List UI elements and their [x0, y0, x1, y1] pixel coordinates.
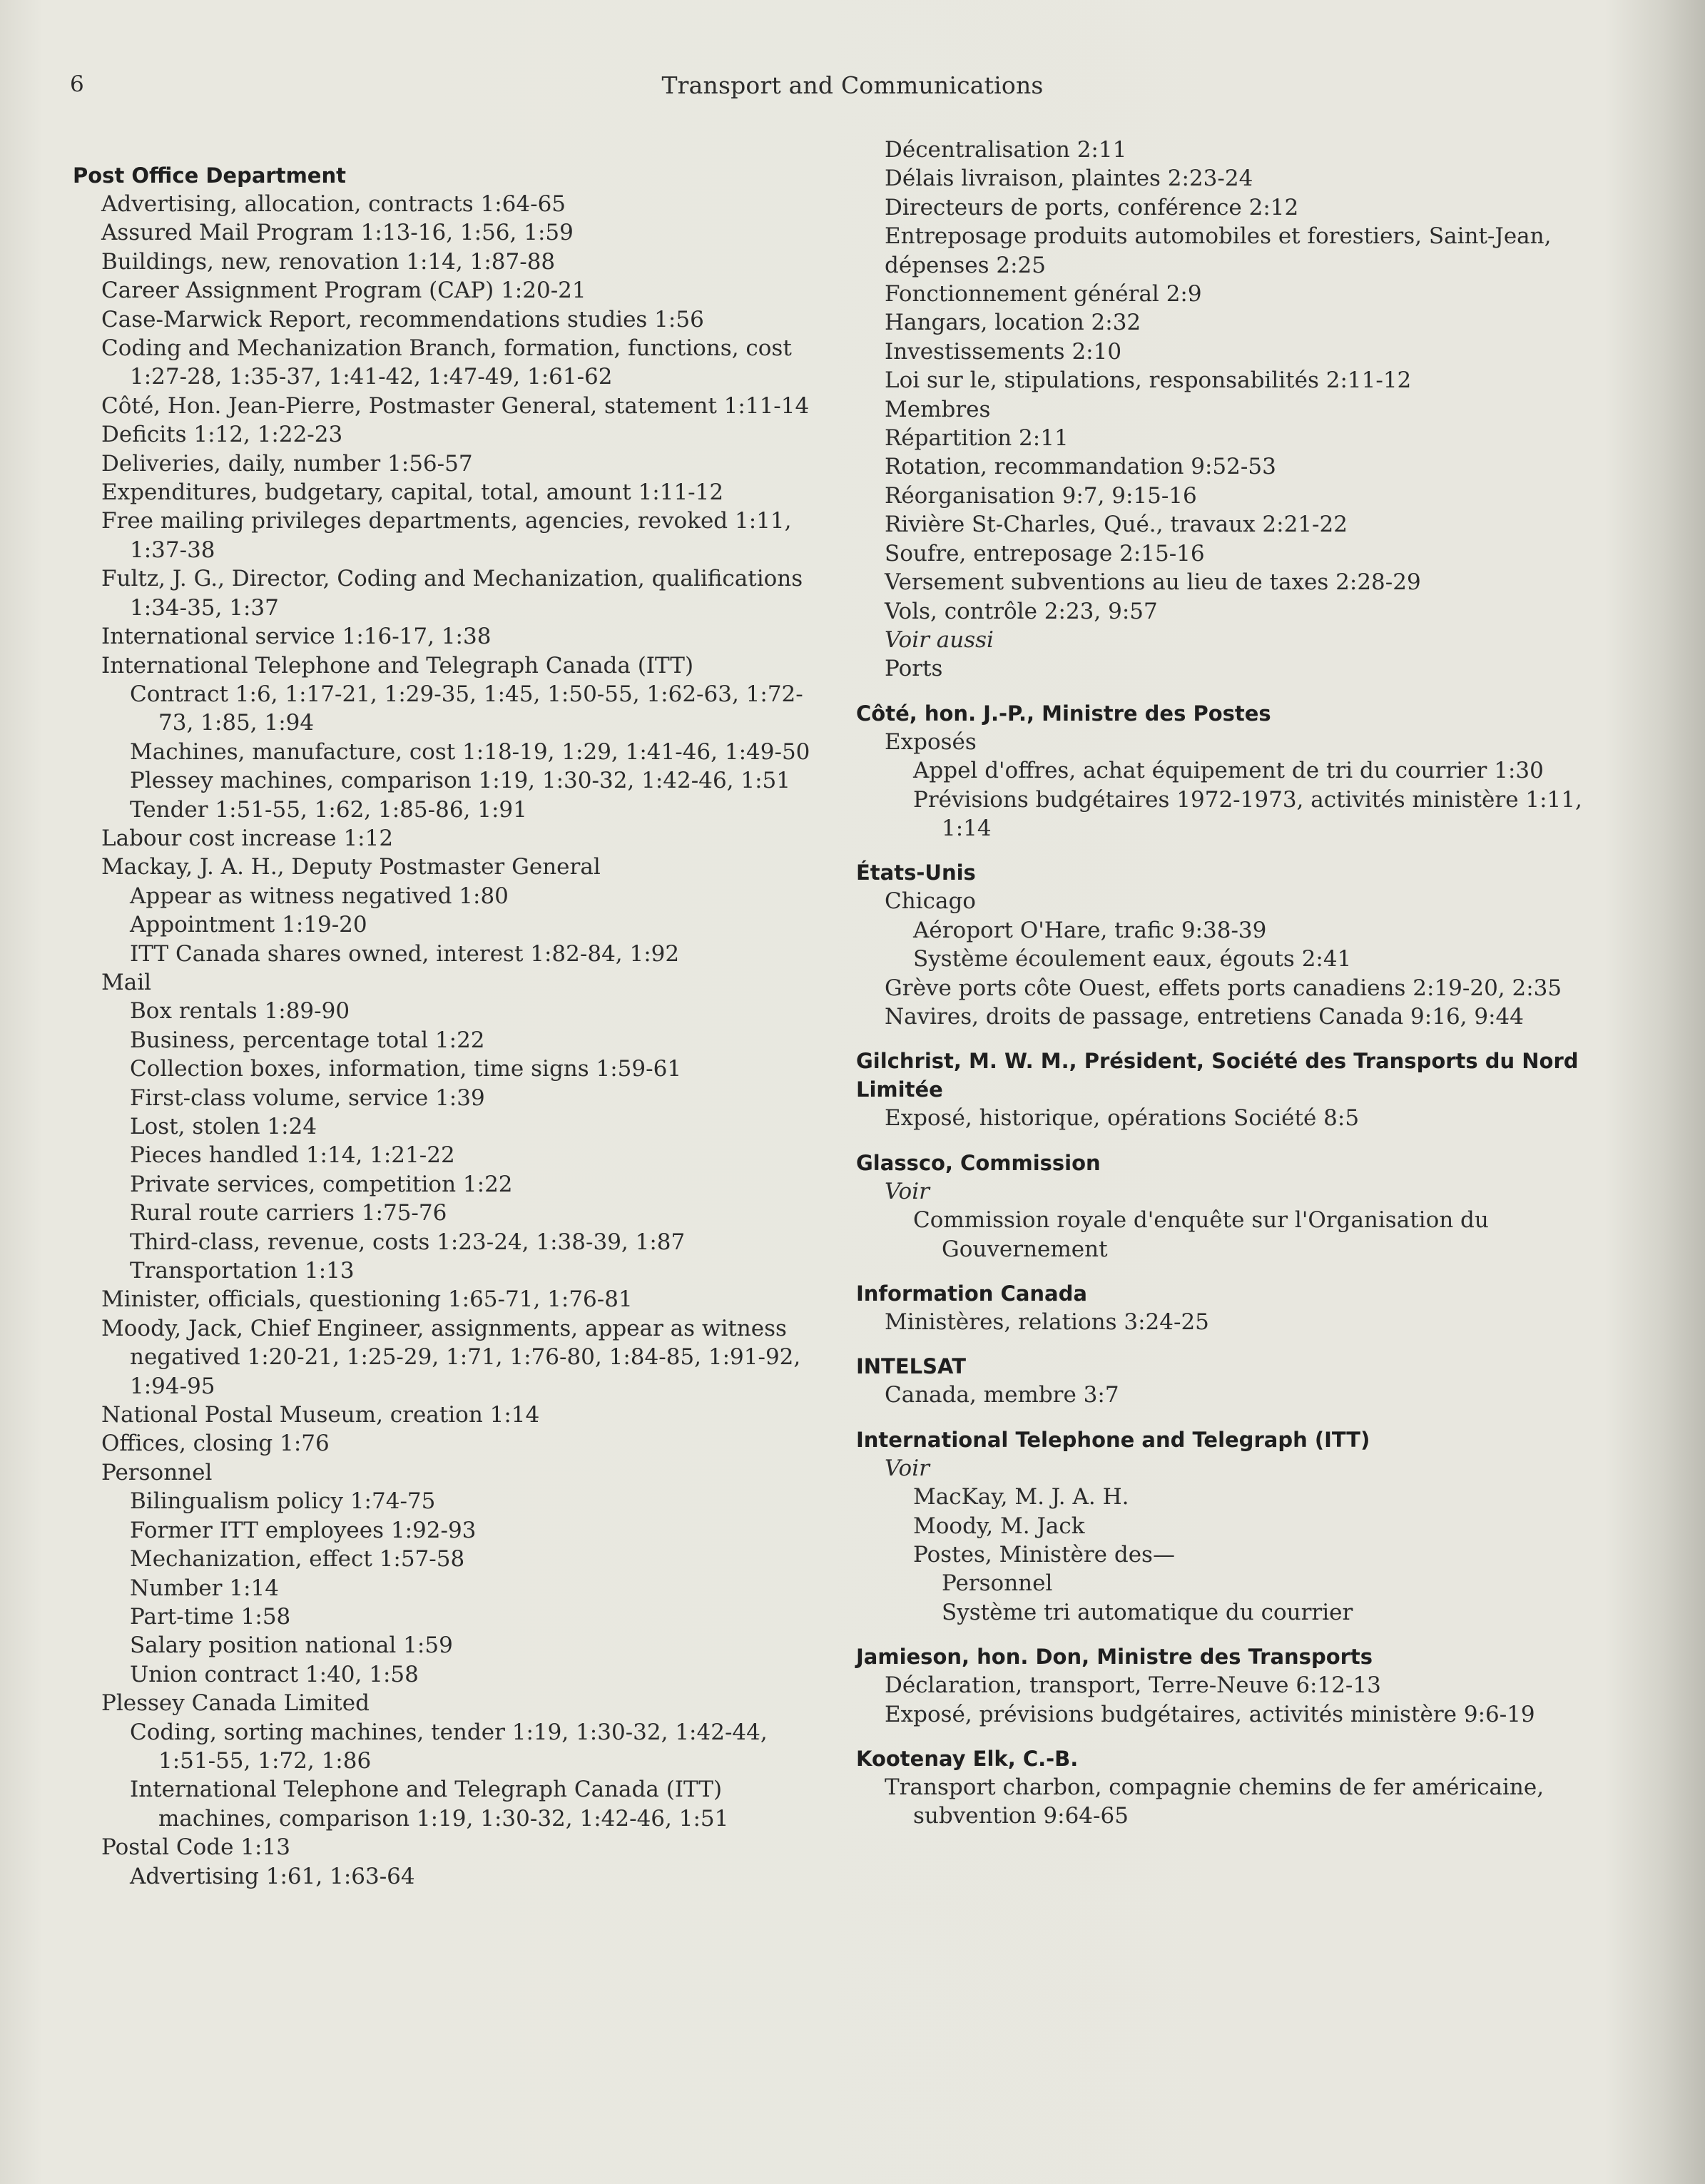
index-entry: Versement subventions au lieu de taxes 2:28-29 [885, 569, 1421, 596]
index-entry: Entreposage produits automobiles et forestiers, Saint-Jean, dépenses 2:25 [885, 223, 1552, 278]
index-entry: Contract 1:6, 1:17-21, 1:29-35, 1:45, 1:50-55, 1:62-63, 1:72-73, 1:85, 1:94 [130, 681, 803, 736]
index-entry: Répartition 2:11 [885, 425, 1069, 452]
index-entry: Number 1:14 [130, 1575, 279, 1601]
index-entry: Union contract 1:40, 1:58 [130, 1661, 419, 1687]
index-entry: Appointment 1:19-20 [130, 912, 367, 938]
index-entry: Labour cost increase 1:12 [101, 825, 394, 851]
index-entry: Décentralisation 2:11 [885, 137, 1127, 163]
index-entry: Vols, contrôle 2:23, 9:57 [885, 598, 1158, 624]
index-entry: Advertising 1:61, 1:63-64 [130, 1863, 415, 1889]
index-entry: Côté, Hon. Jean-Pierre, Postmaster General, statement 1:11-14 [101, 392, 810, 419]
index-entry: International service 1:16-17, 1:38 [101, 624, 492, 650]
page-header [0, 67, 1705, 110]
index-entry: Fultz, J. G., Director, Coding and Mechanization, qualifications 1:34-35, 1:37 [101, 566, 803, 621]
index-heading: International Telephone and Telegraph (ITT) [856, 1427, 1370, 1452]
index-entry: Réorganisation 9:7, 9:15-16 [885, 482, 1197, 509]
index-entry: First-class volume, service 1:39 [130, 1085, 485, 1111]
index-entry: Expenditures, budgetary, capital, total, amount 1:11-12 [101, 479, 724, 506]
index-entry: Ministères, relations 3:24-25 [885, 1309, 1209, 1335]
index-entry: MacKay, M. J. A. H. [913, 1484, 1129, 1510]
index-entry: Hangars, location 2:32 [885, 310, 1141, 336]
index-entry: Membres [885, 396, 991, 422]
index-heading: États-Unis [856, 860, 976, 885]
index-entry: Investissements 2:10 [885, 338, 1122, 365]
index-entry: Mackay, J. A. H., Deputy Postmaster General [101, 854, 601, 880]
index-heading: Gilchrist, M. W. M., Président, Société des Transports du Nord Limitée [856, 1049, 1579, 1102]
index-entry: National Postal Museum, creation 1:14 [101, 1402, 540, 1428]
index-entry: Prévisions budgétaires 1972-1973, activités ministère 1:11, 1:14 [913, 786, 1582, 841]
index-entry: Minister, officials, questioning 1:65-71, 1:76-81 [101, 1286, 633, 1313]
index-entry: Déclaration, transport, Terre-Neuve 6:12-13 [885, 1672, 1381, 1699]
index-entry: Career Assignment Program (CAP) 1:20-21 [101, 278, 586, 304]
index-entry: Appear as witness negatived 1:80 [130, 883, 509, 909]
index-entry: Soufre, entreposage 2:15-16 [885, 540, 1205, 567]
index-entry: Rural route carriers 1:75-76 [130, 1200, 447, 1226]
index-entry: Commission royale d'enquête sur l'Organisation du Gouvernement [913, 1207, 1489, 1262]
index-entry: Plessey Canada Limited [101, 1690, 370, 1717]
index-entry: Box rentals 1:89-90 [130, 998, 350, 1025]
index-entry: Transportation 1:13 [130, 1258, 355, 1284]
index-entry: Bilingualism policy 1:74-75 [130, 1488, 436, 1515]
index-entry: Transport charbon, compagnie chemins de fer américaine, subvention 9:64-65 [885, 1774, 1544, 1829]
index-entry: Collection boxes, information, time signs 1:59-61 [130, 1056, 682, 1082]
index-entry: Plessey machines, comparison 1:19, 1:30-32, 1:42-46, 1:51 [130, 768, 790, 794]
index-entry: Exposé, prévisions budgétaires, activités ministère 9:6-19 [885, 1701, 1535, 1727]
index-entry: Navires, droits de passage, entretiens Canada 9:16, 9:44 [885, 1003, 1524, 1030]
index-heading: Jamieson, hon. Don, Ministre des Transports [856, 1645, 1373, 1670]
index-entry: Chicago [885, 888, 976, 915]
index-entry: Personnel [101, 1459, 213, 1485]
index-entry: Mechanization, effect 1:57-58 [130, 1546, 465, 1573]
index-entry: Exposés [885, 728, 977, 755]
index-heading: INTELSAT [856, 1354, 966, 1379]
index-entry: Loi sur le, stipulations, responsabilités 2:11-12 [885, 367, 1412, 394]
index-entry: Voir [885, 1178, 930, 1204]
index-heading: Kootenay Elk, C.-B. [856, 1747, 1079, 1772]
index-entry: Moody, M. Jack [913, 1513, 1085, 1539]
index-entry: International Telephone and Telegraph Canada (ITT) [101, 652, 694, 679]
index-entry: Advertising, allocation, contracts 1:64-65 [101, 191, 566, 217]
index-entry: Voir aussi [885, 626, 994, 653]
index-entry: Salary position national 1:59 [130, 1632, 453, 1659]
index-entry: Système tri automatique du courrier [942, 1599, 1353, 1625]
running-title: Transport and Communications [661, 71, 1044, 99]
index-column-left [73, 136, 829, 1891]
index-entry: Personnel [942, 1570, 1053, 1597]
index-entry: Rivière St-Charles, Qué., travaux 2:21-22 [885, 512, 1348, 538]
index-entry: Moody, Jack, Chief Engineer, assignments, appear as witness negatived 1:20-21, 1:25-29, 1:71, 1:76-80, 1:84-85, 1:91-92, 1:94-95 [101, 1315, 801, 1399]
index-entry: Coding, sorting machines, tender 1:19, 1:30-32, 1:42-44, 1:51-55, 1:72, 1:86 [130, 1719, 768, 1774]
index-entry: ITT Canada shares owned, interest 1:82-84, 1:92 [130, 940, 680, 967]
index-entry: Former ITT employees 1:92-93 [130, 1517, 477, 1543]
index-entry: Fonctionnement général 2:9 [885, 281, 1202, 308]
index-entry: Pieces handled 1:14, 1:21-22 [130, 1142, 455, 1169]
index-heading: Glassco, Commission [856, 1150, 1101, 1175]
index-entry: Ports [885, 656, 943, 682]
index-entry: Appel d'offres, achat équipement de tri du courrier 1:30 [913, 758, 1544, 784]
index-entry: Business, percentage total 1:22 [130, 1027, 485, 1053]
index-entry: Coding and Mechanization Branch, formation, functions, cost 1:27-28, 1:35-37, 1:41-42, 1:47-49, 1:61-62 [101, 335, 792, 390]
index-entry: Offices, closing 1:76 [101, 1431, 330, 1457]
index-column-right [856, 136, 1598, 1831]
index-entry: Deficits 1:12, 1:22-23 [101, 422, 343, 448]
index-entry: Third-class, revenue, costs 1:23-24, 1:38-39, 1:87 [130, 1229, 686, 1255]
index-entry: Lost, stolen 1:24 [130, 1114, 317, 1139]
index-entry: Private services, competition 1:22 [130, 1171, 513, 1197]
index-entry: Exposé, historique, opérations Société 8:5 [885, 1105, 1360, 1132]
index-heading: Information Canada [856, 1281, 1087, 1306]
index-heading: Côté, hon. J.-P., Ministre des Postes [856, 701, 1271, 726]
index-entry: Case-Marwick Report, recommendations studies 1:56 [101, 306, 704, 332]
index-entry: Aéroport O'Hare, trafic 9:38-39 [913, 917, 1267, 943]
index-entry: Postal Code 1:13 [101, 1834, 290, 1861]
index-heading: Post Office Department [73, 163, 346, 188]
index-entry: Mail [101, 969, 152, 995]
index-entry: Part-time 1:58 [130, 1603, 291, 1630]
index-entry: Système écoulement eaux, égouts 2:41 [913, 946, 1352, 972]
index-entry: Assured Mail Program 1:13-16, 1:56, 1:59 [101, 220, 574, 246]
index-entry: Buildings, new, renovation 1:14, 1:87-88 [101, 248, 556, 275]
index-entry: Rotation, recommandation 9:52-53 [885, 454, 1276, 480]
index-entry: Voir [885, 1455, 930, 1481]
index-entry: Canada, membre 3:7 [885, 1382, 1119, 1408]
page-number: 6 [70, 71, 84, 97]
index-entry: Machines, manufacture, cost 1:18-19, 1:29, 1:41-46, 1:49-50 [130, 738, 810, 765]
index-entry: International Telephone and Telegraph Canada (ITT) machines, comparison 1:19, 1:30-32, 1:42-46, 1:51 [130, 1777, 729, 1832]
index-entry: Deliveries, daily, number 1:56-57 [101, 450, 473, 477]
index-entry: Free mailing privileges departments, agencies, revoked 1:11, 1:37-38 [101, 508, 792, 563]
index-entry: Directeurs de ports, conférence 2:12 [885, 194, 1299, 220]
index-entry: Grève ports côte Ouest, effets ports canadiens 2:19-20, 2:35 [885, 975, 1562, 1001]
index-entry: Tender 1:51-55, 1:62, 1:85-86, 1:91 [130, 796, 527, 823]
index-entry: Postes, Ministère des— [913, 1542, 1175, 1568]
index-entry: Délais livraison, plaintes 2:23-24 [885, 166, 1253, 192]
